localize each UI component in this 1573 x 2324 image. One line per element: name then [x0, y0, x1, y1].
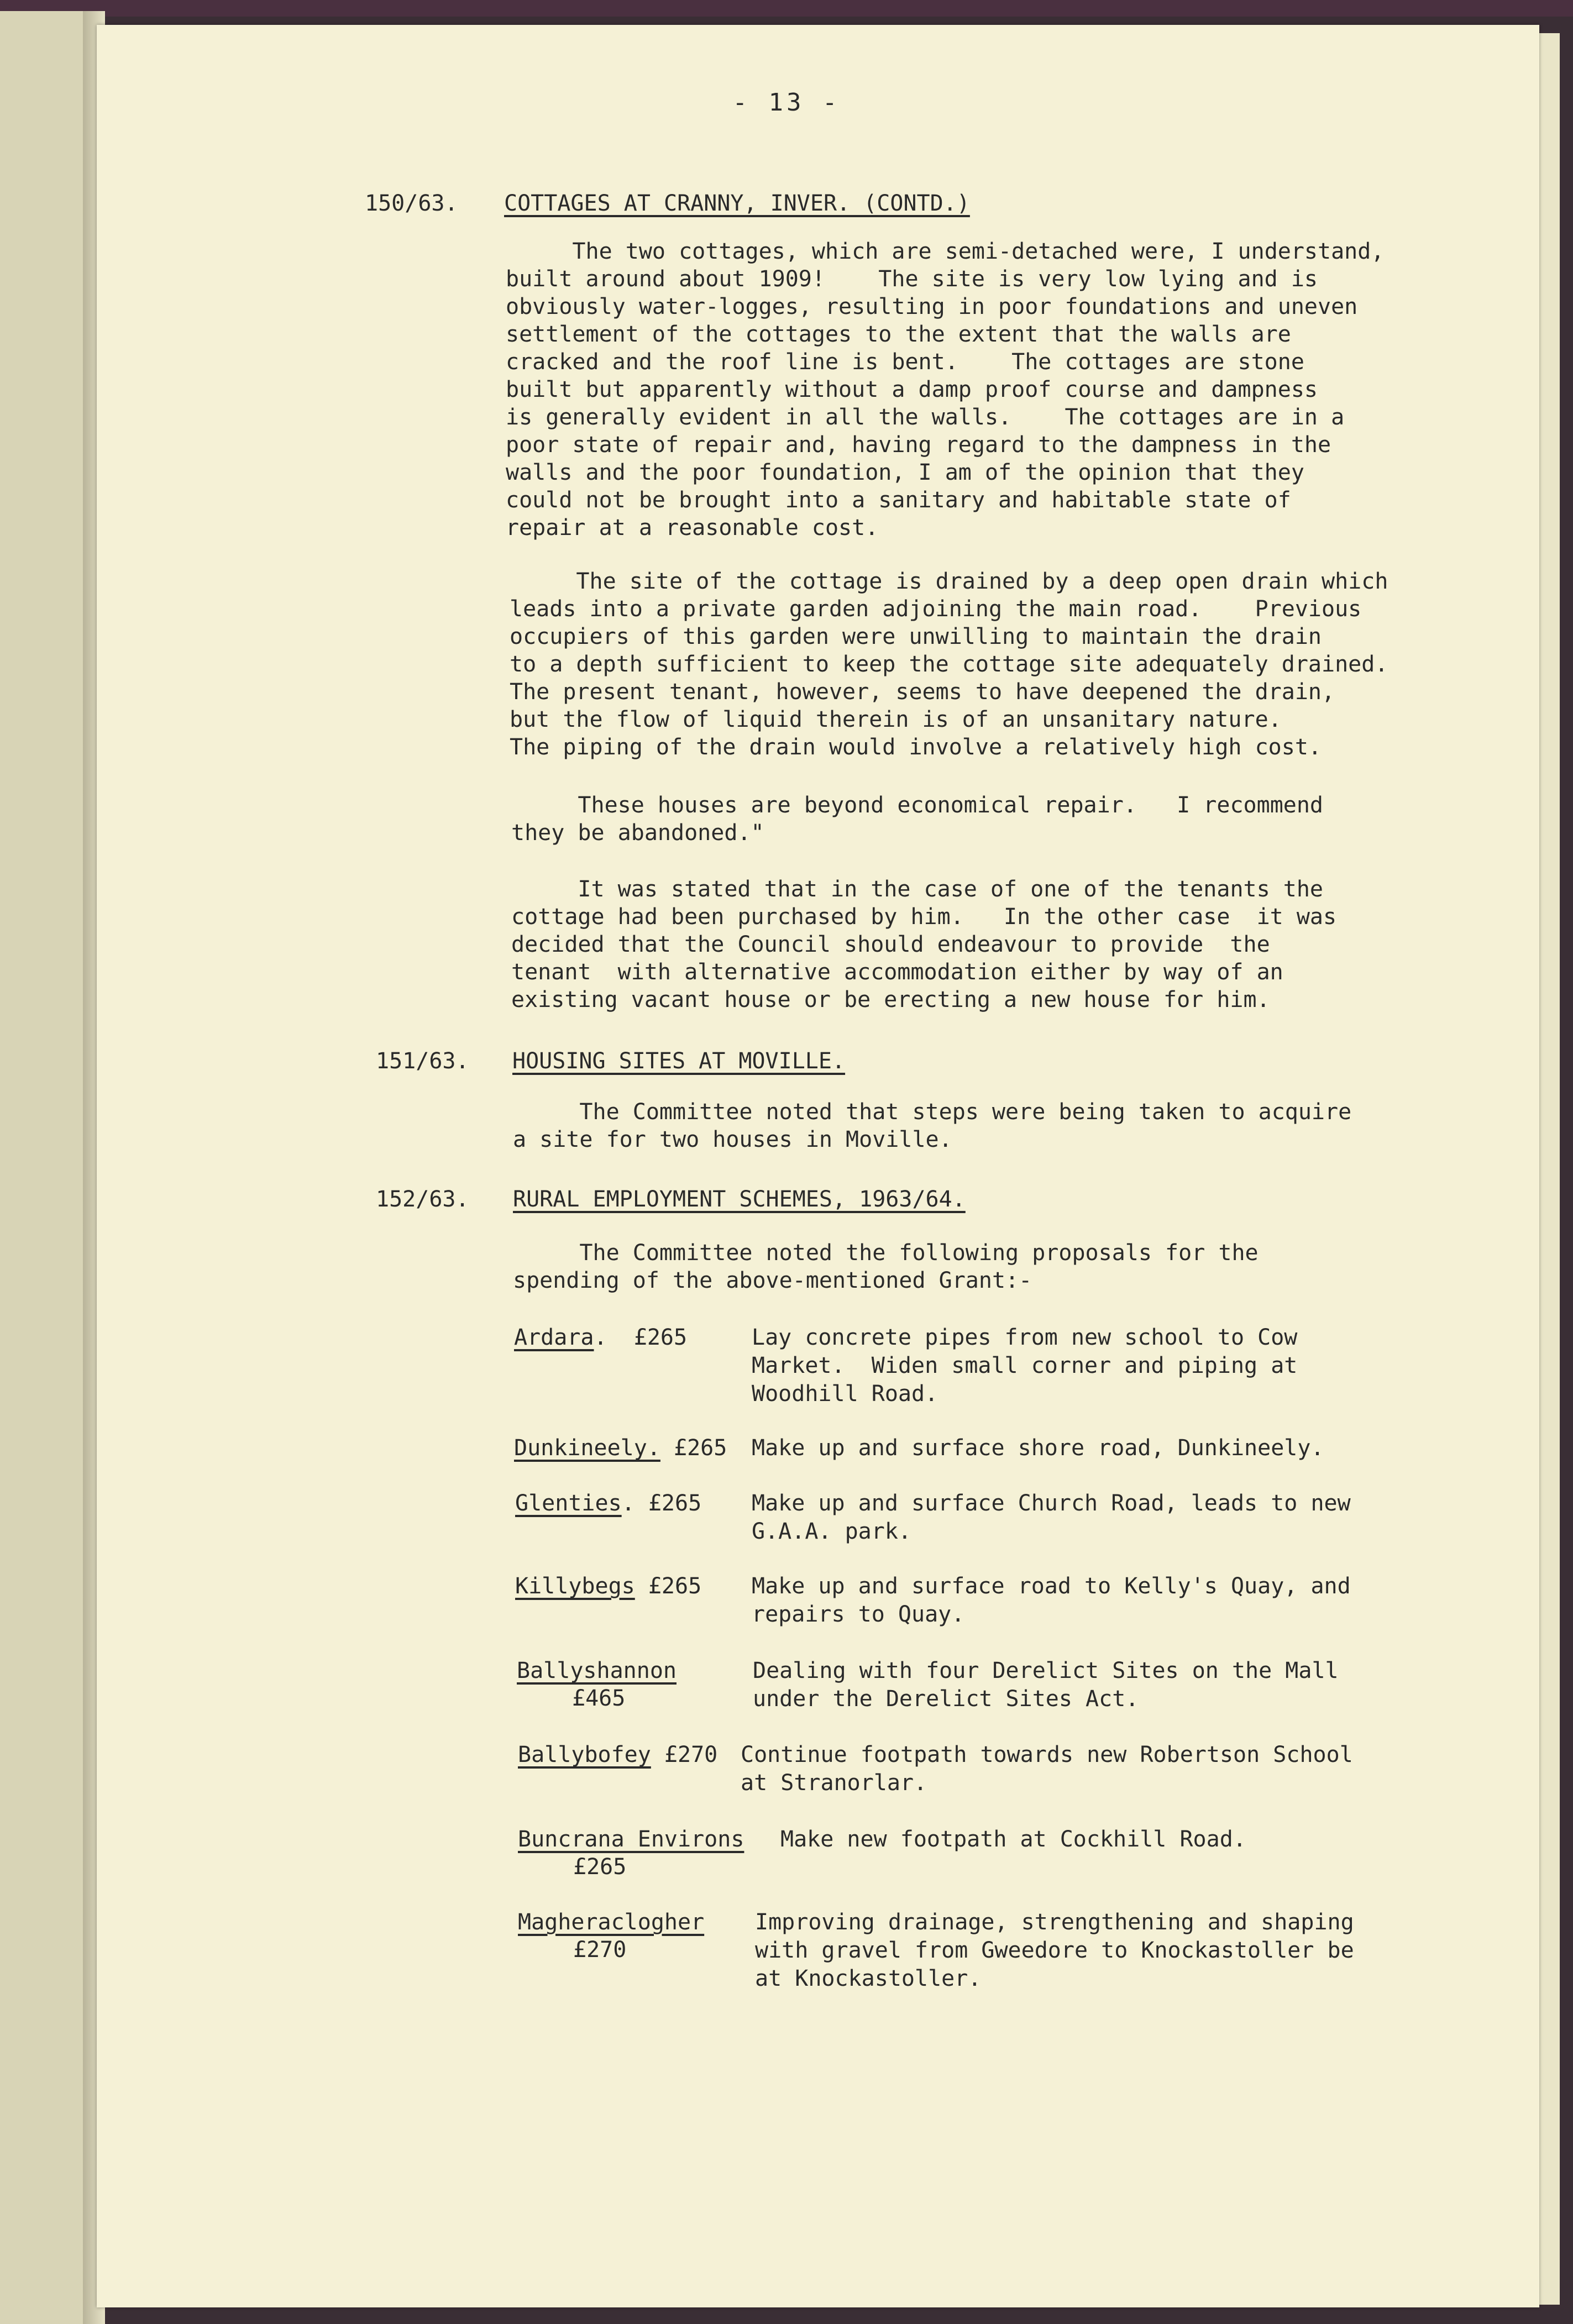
scheme-place: Ballyshannon £465 [517, 1658, 677, 1711]
scheme-place: Magheraclogher £270 [518, 1909, 705, 1963]
paragraph: The two cottages, which are semi-detached were, I understand, built around about 1909! The site is very low lying and is obviously water-logges, resulting in poor foundations and uneven settlement of the cottages to the extent that the walls are cracked and the roof line is bent. The cottages are stone built but apparently without a damp proof course and dampness is generally evident in all the walls. The cottages are in a poor state of repair and, having regard to the dampness in the walls and the poor foundation, I am of the opinion that they could not be brought into a sanitary and habitable state of repair at a reasonable cost. [506, 239, 1385, 541]
scheme-description: Dealing with four Derelict Sites on the Mall under the Derelict Sites Act. [753, 1658, 1339, 1712]
scheme-description: Lay concrete pipes from new school to Cow Market. Widen small corner and piping at Woodhill Road. [752, 1325, 1298, 1407]
page-number: - 13 - [732, 88, 841, 117]
scheme-place: Glenties. £265 [515, 1491, 702, 1516]
paragraph: The Committee noted that steps were being taken to acquire a site for two houses in Moville. [513, 1099, 1352, 1152]
minute-number: 150/63. [365, 191, 458, 216]
scheme-place: Buncrana Environs £265 [518, 1827, 744, 1880]
scheme-description: Make new footpath at Cockhill Road. [780, 1827, 1246, 1852]
scheme-description: Make up and surface road to Kelly's Quay, and repairs to Quay. [752, 1573, 1351, 1627]
scheme-place: Ballybofey £270 [518, 1742, 718, 1767]
paragraph: The Committee noted the following proposals for the spending of the above-mentioned Grant:- [513, 1240, 1259, 1293]
section-heading: COTTAGES AT CRANNY, INVER. (CONTD.) [504, 191, 970, 216]
book-top-edge [0, 0, 1573, 17]
facing-page-edge [0, 11, 97, 2324]
scheme-description: Continue footpath towards new Robertson School at Stranorlar. [741, 1742, 1353, 1796]
section-heading: HOUSING SITES AT MOVILLE. [512, 1048, 846, 1074]
minute-number: 151/63. [376, 1048, 469, 1074]
paragraph: The site of the cottage is drained by a deep open drain which leads into a private garden adjoining the main road. Previous occupiers of this garden were unwilling to maintain the drain to a depth sufficient to keep the cottage site adequately drained. The present tenant, however, seems to have deepened the drain, but the flow of liquid therein is of an unsanitary nature. The piping of the drain would involve a relatively high cost. [510, 569, 1388, 760]
scheme-description: Improving drainage, strengthening and shaping with gravel from Gweedore to Knockastoller be at Knockastoller. [755, 1909, 1354, 1991]
scheme-place: Killybegs £265 [515, 1573, 702, 1599]
scheme-description: Make up and surface shore road, Dunkineely. [752, 1435, 1324, 1461]
minute-number: 152/63. [376, 1187, 469, 1212]
paragraph: It was stated that in the case of one of the tenants the cottage had been purchased by him. In the other case it was decided that the Council should endeavour to provide the tenant with alternative accommodation either by way of an existing vacant house or be erecting a new house for him. [511, 877, 1337, 1013]
scheme-place: Dunkineely. £265 [514, 1435, 727, 1461]
section-heading: RURAL EMPLOYMENT SCHEMES, 1963/64. [513, 1187, 966, 1212]
paragraph: These houses are beyond economical repair. I recommend they be abandoned." [511, 793, 1324, 846]
scheme-description: Make up and surface Church Road, leads to new G.A.A. park. [752, 1491, 1351, 1544]
scheme-place: Ardara. £265 [514, 1325, 688, 1350]
